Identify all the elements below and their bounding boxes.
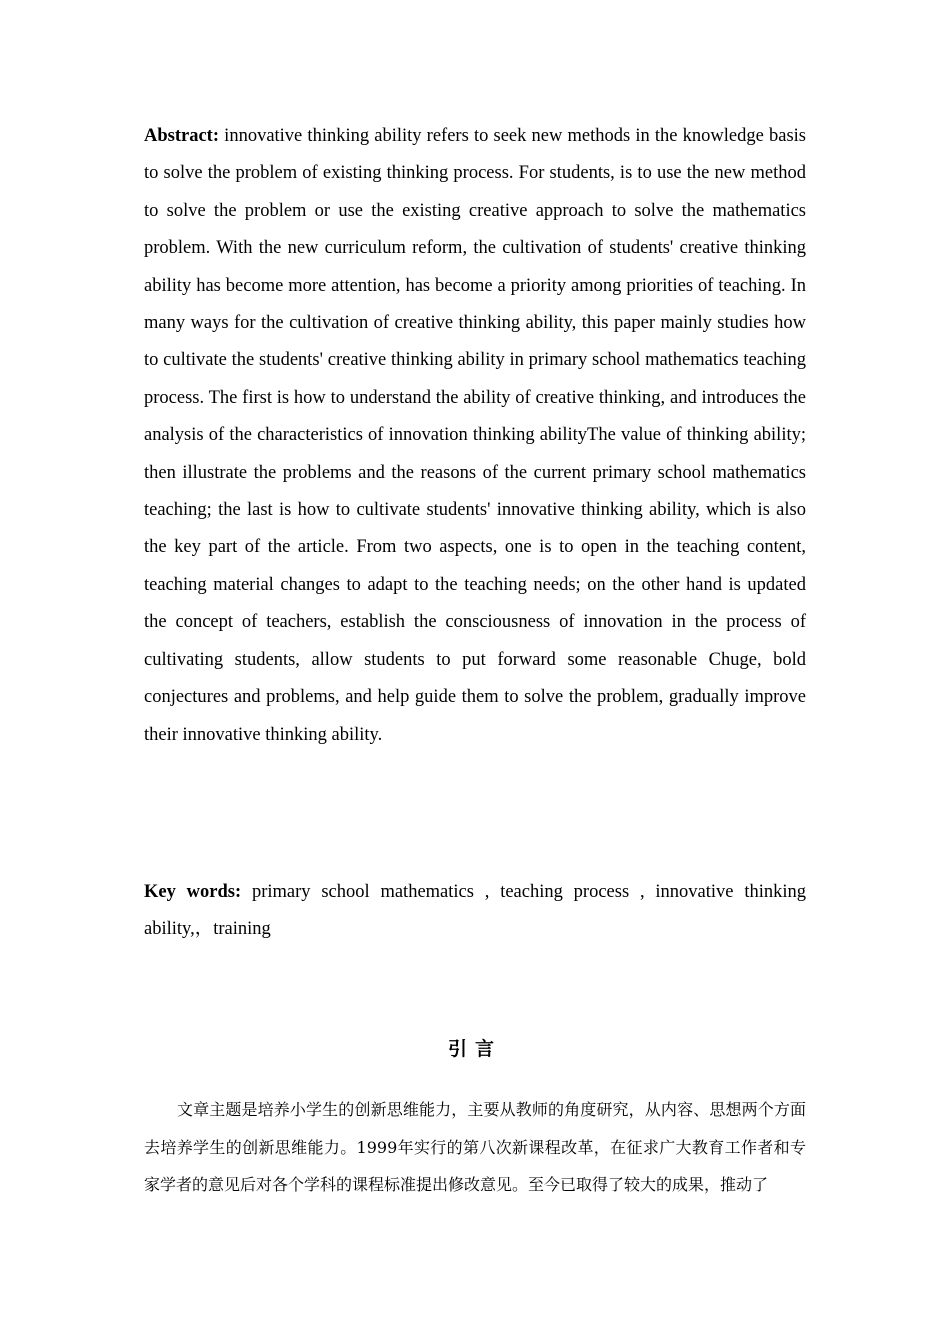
keywords-text: primary school mathematics , teaching process , innovative thinking ability,，training xyxy=(144,882,806,940)
keywords-paragraph xyxy=(144,874,806,949)
keywords-label: Key words: xyxy=(144,882,242,902)
abstract-paragraph xyxy=(144,118,806,754)
intro-paragraph: 文章主题是培养小学生的创新思维能力，主要从教师的角度研究，从内容、思想两个方面去培养学生的创新思维能力。1999年实行的第八次新课程改革，在征求广大教育工作者和专家学者的意见后对各个学科的课程标准提出修改意见。至今已取得了较大的成果，推动了 xyxy=(144,1100,806,1194)
section-heading: 引言 xyxy=(447,1038,502,1060)
abstract-text: innovative thinking ability refers to seek new methods in the knowledge basis to solve the problem of existing thinking process. For students, is to use the new method to solve the problem or use the existing creative approach to solve the mathematics problem. With the new curriculum reform, the cultivation of students' creative thinking ability has become more attention, has become a priority among priorities of teaching. In many ways for the cultivation of creative thinking ability, this paper mainly studies how to cultivate the students' creative thinking ability in primary school mathematics teaching process. The first is how to understand the ability of creative thinking, and introduces the analysis of the characteristics of innovation thinking abilityThe value of thinking ability; then illustrate the problems and the reasons of the current primary school mathematics teaching; the last is how to cultivate students' innovative thinking ability, which is also the key part of the article. From two aspects, one is to open in the teaching content, teaching material changes to adapt to the teaching needs; on the other hand is updated the concept of teachers, establish the consciousness of innovation in the process of cultivating students, allow students to put forward some reasonable Chuge, bold conjectures and problems, and help guide them to solve the problem, gradually improve their innovative thinking ability. xyxy=(144,126,806,745)
abstract-label: Abstract: xyxy=(144,126,220,146)
